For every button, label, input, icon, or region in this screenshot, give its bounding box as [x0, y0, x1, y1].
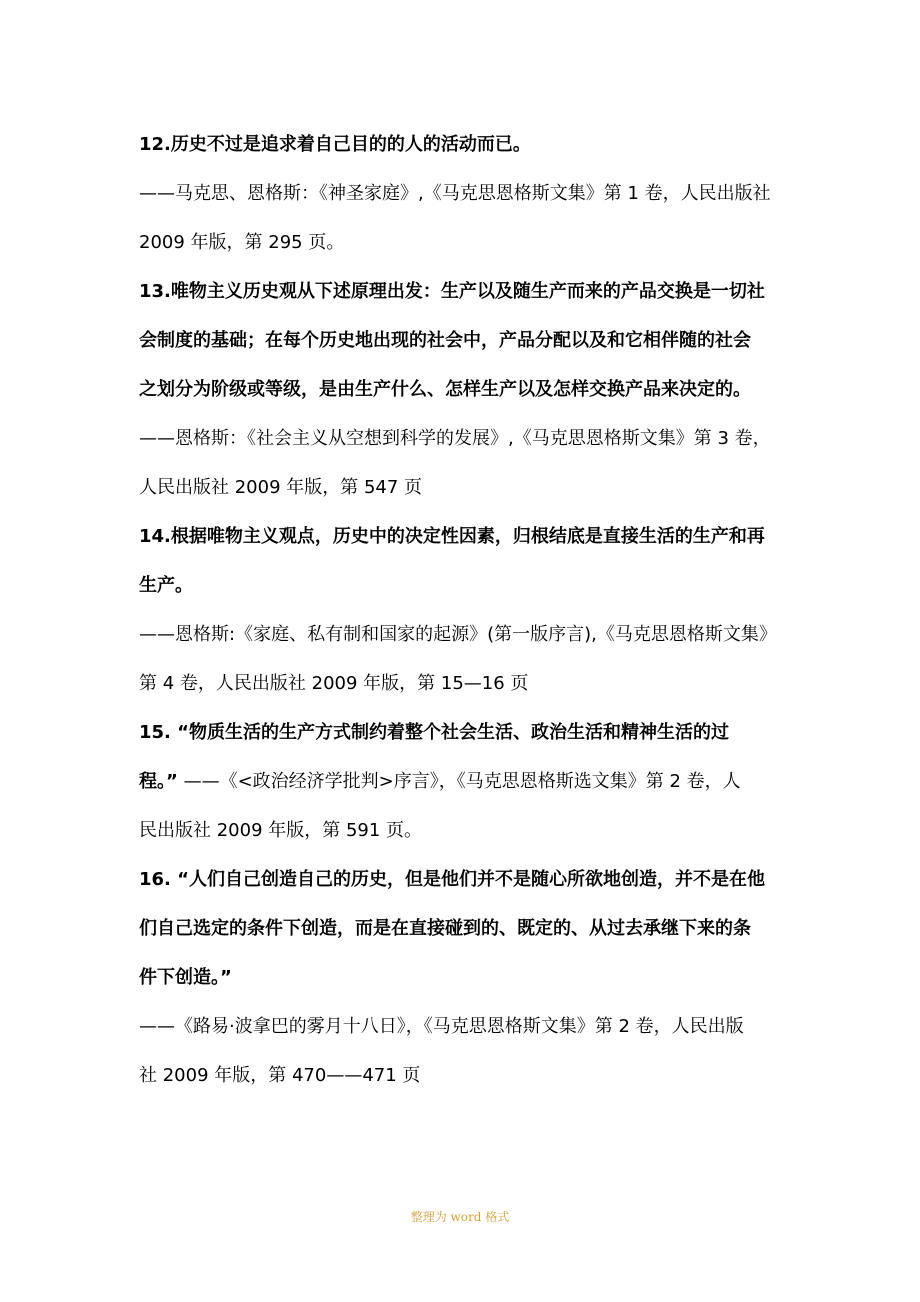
- quote-16-line-3: 件下创造。”: [139, 967, 232, 988]
- quote-13-line-2: 会制度的基础；在每个历史地出现的社会中，产品分配以及和它相伴随的社会: [139, 330, 751, 351]
- quote-16-source-line-1: ——《路易·波拿巴的雾月十八日》，《马克思恩格斯文集》第 2 卷，人民出版: [139, 1016, 744, 1037]
- quote-12-line-1: 12.历史不过是追求着自己目的的人的活动而已。: [139, 134, 531, 155]
- quote-13-source-line-1: ——恩格斯：《社会主义从空想到科学的发展》,《马克思恩格斯文集》第 3 卷，: [139, 428, 771, 449]
- quote-12-source-line-2: 2009 年版，第 295 页。: [139, 232, 345, 253]
- page-footer: 整理为 word 格式: [410, 1210, 510, 1224]
- quote-15-line-1: 15. “物质生活的生产方式制约着整个社会生活、政治生活和精神生活的过: [139, 722, 729, 743]
- quote-15-source-line-2: 民出版社 2009 年版，第 591 页。: [139, 820, 423, 841]
- quote-15-source-inline: ——《<政治经济学批判>序言》，《马克思恩格斯选文集》第 2 卷，人: [177, 771, 741, 792]
- quote-13-line-3: 之划分为阶级或等级，是由生产什么、怎样生产以及怎样交换产品来决定的。: [139, 379, 751, 400]
- document-body: [139, 120, 785, 1100]
- quote-16-line-2: 们自己选定的条件下创造，而是在直接碰到的、既定的、从过去承继下来的条: [139, 918, 751, 939]
- quote-14-line-2: 生产。: [139, 575, 193, 596]
- quote-16-source-line-2: 社 2009 年版，第 470——471 页: [139, 1065, 421, 1086]
- quote-15-line-2: [139, 757, 785, 806]
- quote-14-source-line-1: ——恩格斯:《家庭、私有制和国家的起源》(第一版序言),《马克思恩格斯文集》: [139, 624, 777, 645]
- quote-16-line-1: 16. “人们自己创造自己的历史，但是他们并不是随心所欲地创造，并不是在他: [139, 869, 765, 890]
- quote-14-line-1: 14.根据唯物主义观点，历史中的决定性因素，归根结底是直接生活的生产和再: [139, 526, 765, 547]
- quote-13-source-line-2: 人民出版社 2009 年版，第 547 页: [139, 477, 423, 498]
- quote-13-line-1: 13.唯物主义历史观从下述原理出发：生产以及随生产而来的产品交换是一切社: [139, 281, 765, 302]
- quote-14-source-line-2: 第 4 卷，人民出版社 2009 年版，第 15—16 页: [139, 673, 529, 694]
- quote-12-source-line-1: ——马克思、恩格斯：《神圣家庭》,《马克思恩格斯文集》第 1 卷，人民出版社: [139, 183, 771, 204]
- quote-15-line-2-quote: 程。”: [139, 771, 178, 792]
